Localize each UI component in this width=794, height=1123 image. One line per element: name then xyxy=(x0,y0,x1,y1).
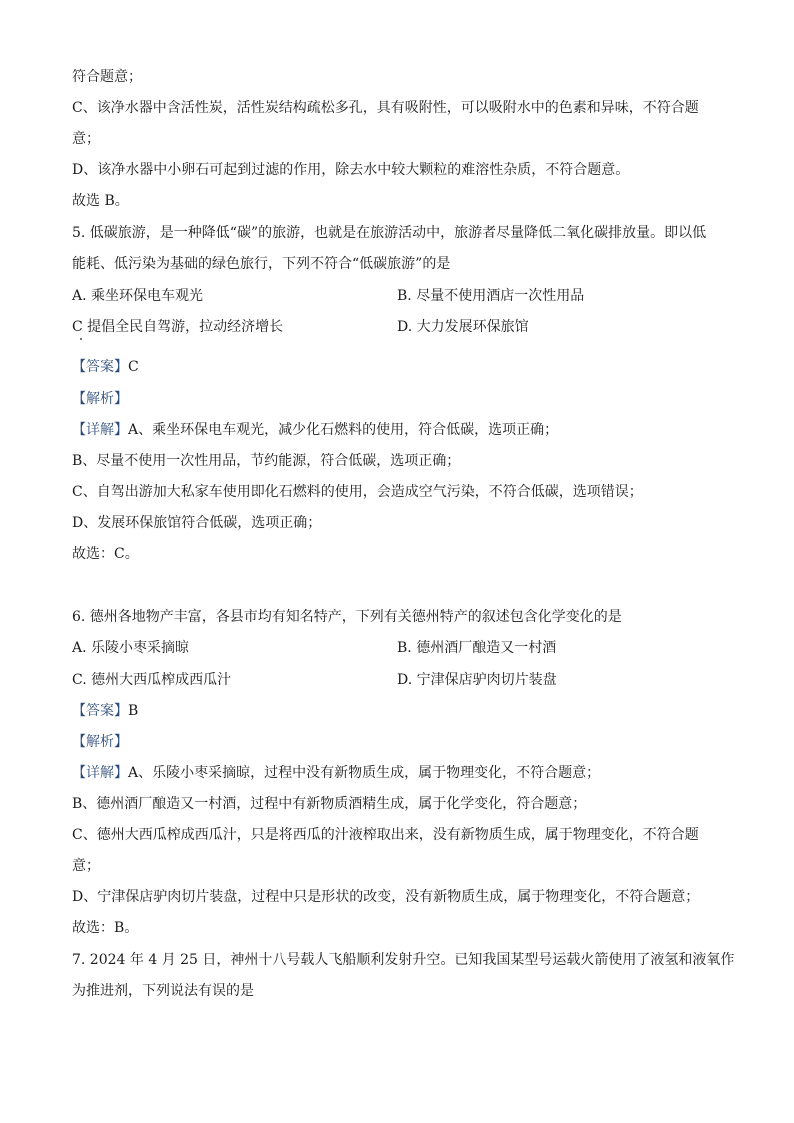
q6-option-b: B. 德州酒厂酿造又一村酒 xyxy=(397,640,557,656)
q6-detail-line-1 xyxy=(72,764,600,782)
q5-detail-line-2: B、尽量不使用一次性用品，节约能源，符合低碳，选项正确； xyxy=(72,453,461,469)
q6-detail-line-5: D、宁津保店驴肉切片装盘，过程中只是形状的改变，没有新物质生成，属于物理变化，不符合题意； xyxy=(72,889,700,905)
q6-detail-line-2: B、德州酒厂酿造又一村酒，过程中有新物质酒精生成，属于化学变化，符合题意； xyxy=(72,796,587,812)
q6-analysis-tag xyxy=(72,733,128,751)
text-line: 意； xyxy=(72,131,100,147)
answer-tag: 【答案】 xyxy=(72,703,128,719)
q5-option-a: A. 乘坐环保电车观光 xyxy=(72,288,204,304)
q6-stem: 6. 德州各地物产丰富，各县市均有知名特产，下列有关德州特产的叙述包含化学变化的是 xyxy=(72,609,622,625)
q6-option-c: C. 德州大西瓜榨成西瓜汁 xyxy=(72,672,232,688)
q6-detail-line-3: C、德州大西瓜榨成西瓜汁，只是将西瓜的汁液榨取出来，没有新物质生成，属于物理变化，不符合题 xyxy=(72,827,699,843)
detail-text: A、乘坐环保电车观光，减少化石燃料的使用，符合低碳，选项正确； xyxy=(128,422,559,438)
answer-value: B xyxy=(128,703,139,719)
q5-detail-line-1 xyxy=(72,421,558,439)
text-line: D、该净水器中小卵石可起到过滤的作用，除去水中较大颗粒的难溶性杂质，不符合题意。 xyxy=(72,162,630,178)
q5-option-c: C 提倡全民自驾游，拉动经济增长 xyxy=(72,319,284,335)
detail-tag: 【详解】 xyxy=(72,422,128,438)
detail-text: A、乐陵小枣采摘晾，过程中没有新物质生成，属于物理变化，不符合题意； xyxy=(128,765,601,781)
stray-dot xyxy=(80,338,82,340)
text-line: C、该净水器中含活性炭，活性炭结构疏松多孔，具有吸附性，可以吸附水中的色素和异味，不符合题 xyxy=(72,100,699,116)
q6-detail-line-4: 意； xyxy=(72,858,100,874)
q5-option-d: D. 大力发展环保旅馆 xyxy=(397,319,529,335)
q7-stem-line-1: 7. 2024 年 4 月 25 日，神州十八号载人飞船顺利发射升空。已知我国某型号运载火箭使用了液氢和液氧作 xyxy=(72,952,735,968)
q5-stem-line-2: 能耗、低污染为基础的绿色旅行，下列不符合“低碳旅游”的是 xyxy=(72,256,451,272)
q5-stem-line-1: 5. 低碳旅游，是一种降低“碳”的旅游，也就是在旅游活动中，旅游者尽量降低二氧化碳排放量。即以低 xyxy=(72,225,707,241)
detail-tag: 【详解】 xyxy=(72,765,128,781)
q5-conclusion: 故选：C。 xyxy=(72,546,139,562)
q6-option-a: A. 乐陵小枣采摘晾 xyxy=(72,640,190,656)
q5-option-b: B. 尽量不使用酒店一次性用品 xyxy=(397,288,585,304)
answer-value: C xyxy=(128,359,139,375)
text-line: 符合题意； xyxy=(72,69,142,85)
text-line: 故选 B。 xyxy=(72,193,129,209)
q5-detail-line-4: D、发展环保旅馆符合低碳，选项正确； xyxy=(72,515,322,531)
analysis-tag: 【解析】 xyxy=(72,734,128,750)
q6-conclusion: 故选：B。 xyxy=(72,920,139,936)
answer-tag: 【答案】 xyxy=(72,359,128,375)
q5-analysis-tag xyxy=(72,390,128,408)
q6-answer xyxy=(72,702,138,720)
q5-answer xyxy=(72,358,139,376)
q7-stem-line-2: 为推进剂，下列说法有误的是 xyxy=(72,983,254,999)
analysis-tag: 【解析】 xyxy=(72,391,128,407)
q5-detail-line-3: C、自驾出游加大私家车使用即化石燃料的使用，会造成空气污染，不符合低碳，选项错误； xyxy=(72,484,643,500)
q6-option-d: D. 宁津保店驴肉切片装盘 xyxy=(397,672,557,688)
